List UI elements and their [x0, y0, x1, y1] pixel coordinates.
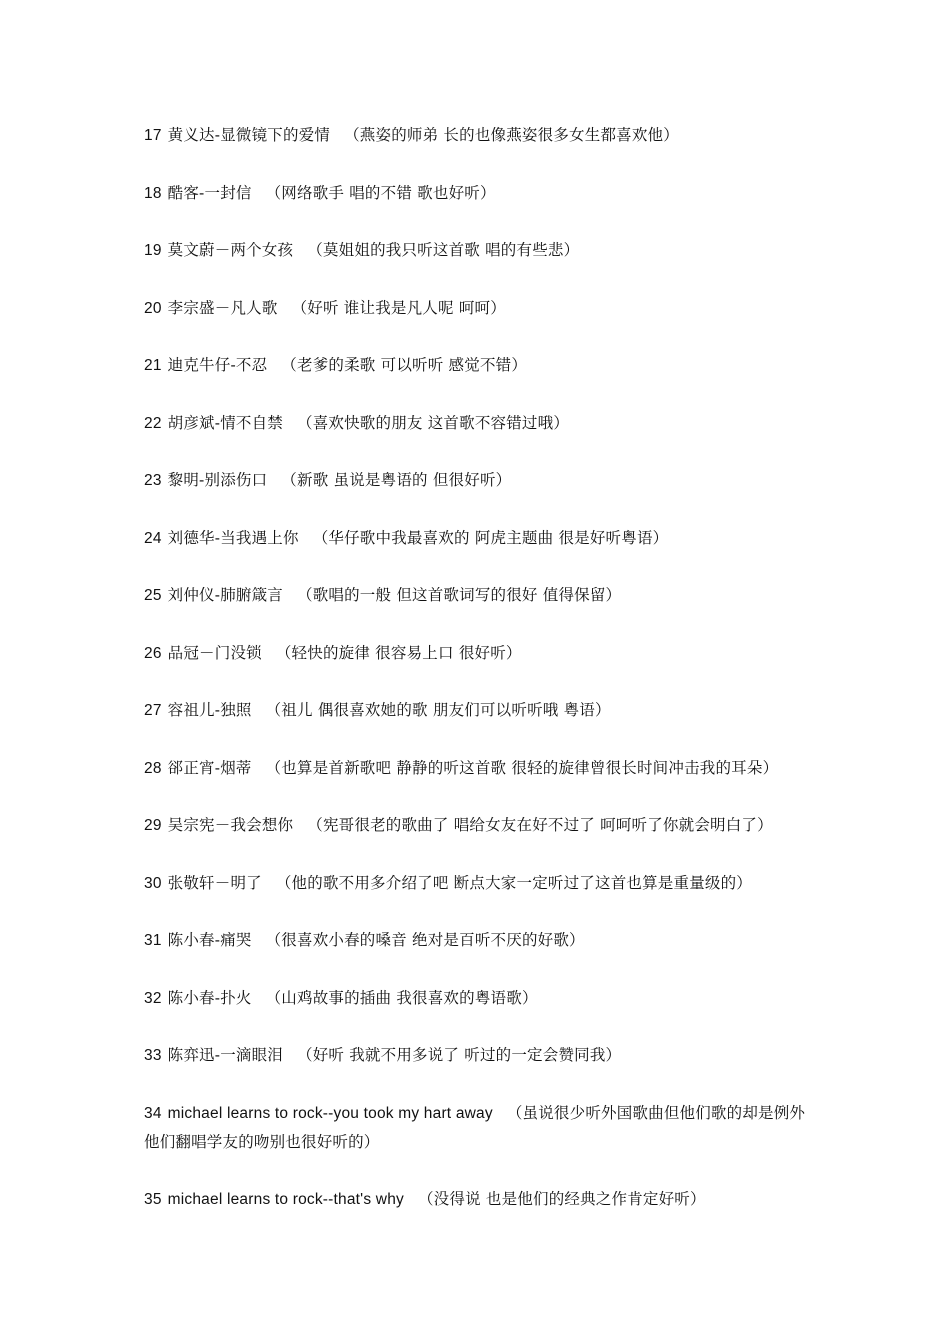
entry-number: 33	[144, 1047, 162, 1064]
entry-number: 30	[144, 874, 162, 892]
song-comment: （歌唱的一般 但这首歌词写的很好 值得保留）	[297, 586, 622, 604]
entry-number: 25	[144, 587, 162, 604]
entry-number: 18	[144, 184, 162, 202]
song-title: michael learns to rock--that's why	[167, 1191, 404, 1208]
song-title: 陈小春-痛哭	[167, 931, 252, 949]
song-comment: （新歌 虽说是粤语的 但很好听）	[281, 471, 512, 489]
song-comment: （祖儿 偶很喜欢她的歌 朋友们可以听听哦 粤语）	[265, 701, 611, 719]
list-item	[144, 696, 824, 725]
song-comment: （网络歌手 唱的不错 歌也好听）	[265, 183, 496, 202]
list-item	[144, 121, 824, 150]
song-list	[144, 121, 824, 1243]
list-item	[144, 351, 824, 380]
list-item	[144, 294, 824, 323]
song-comment: （喜欢快歌的朋友 这首歌不容错过哦）	[297, 413, 570, 432]
song-comment: （没得说 也是他们的经典之作肯定好听）	[417, 1190, 706, 1208]
song-comment: （山鸡故事的插曲 我很喜欢的粤语歌）	[265, 988, 538, 1007]
song-title: 张敬轩－明了	[167, 873, 262, 892]
list-item	[144, 179, 824, 208]
entry-number: 17	[144, 127, 162, 144]
song-comment: （也算是首新歌吧 静静的听这首歌 很轻的旋律曾很长时间冲击我的耳朵）	[265, 758, 779, 777]
list-item	[144, 409, 824, 438]
entry-number: 32	[144, 989, 162, 1007]
list-item	[144, 581, 824, 610]
song-title: 酷客-一封信	[167, 183, 252, 202]
entry-number: 34	[144, 1104, 162, 1122]
entry-number: 29	[144, 817, 162, 834]
song-comment: （莫姐姐的我只听这首歌 唱的有些悲）	[307, 241, 580, 259]
song-title: 品冠－门没锁	[167, 643, 262, 662]
list-item	[144, 236, 824, 265]
song-title: 刘德华-当我遇上你	[167, 528, 299, 547]
list-item	[144, 1185, 824, 1214]
entry-number: 26	[144, 644, 162, 662]
entry-number: 28	[144, 759, 162, 777]
list-item	[144, 639, 824, 668]
song-title: 吴宗宪－我会想你	[167, 816, 294, 834]
entry-number: 22	[144, 414, 162, 432]
song-title: 黎明-别添伤口	[167, 471, 268, 489]
list-item	[144, 1099, 824, 1157]
song-comment: （老爹的柔歌 可以听听 感觉不错）	[281, 356, 528, 374]
song-comment: （好听 我就不用多说了 听过的一定会赞同我）	[297, 1046, 622, 1064]
song-comment: （燕姿的师弟 长的也像燕姿很多女生都喜欢他）	[344, 126, 679, 144]
entry-number: 35	[144, 1191, 162, 1208]
list-item	[144, 984, 824, 1013]
list-item	[144, 466, 824, 495]
song-title: 迪克牛仔-不忍	[167, 356, 268, 374]
entry-number: 31	[144, 932, 162, 949]
song-comment: （宪哥很老的歌曲了 唱给女友在好不过了 呵呵听了你就会明白了）	[307, 816, 773, 834]
list-item	[144, 869, 824, 898]
entry-number: 24	[144, 529, 162, 547]
list-item	[144, 811, 824, 840]
song-title: 容祖儿-独照	[167, 701, 252, 719]
song-comment: （虽说很少听外国歌曲但他们歌的却是例外 他们翻唱学友的吻别也很好听的）	[144, 1103, 806, 1151]
song-title: 莫文蔚－两个女孩	[167, 241, 294, 259]
entry-number: 23	[144, 472, 162, 489]
list-item	[144, 754, 824, 783]
entry-number: 21	[144, 357, 162, 374]
song-title: 胡彦斌-情不自禁	[167, 413, 283, 432]
song-comment: （很喜欢小春的嗓音 绝对是百听不厌的好歌）	[265, 931, 585, 949]
song-title: 郤正宵-烟蒂	[167, 758, 252, 777]
song-comment: （他的歌不用多介绍了吧 断点大家一定听过了这首也算是重量级的）	[275, 873, 752, 892]
song-title: 黄义达-显微镜下的爱情	[167, 126, 331, 144]
song-comment: （好听 谁让我是凡人呢 呵呵）	[291, 298, 506, 317]
entry-number: 27	[144, 702, 162, 719]
list-item	[144, 1041, 824, 1070]
entry-number: 20	[144, 299, 162, 317]
list-item	[144, 926, 824, 955]
song-title: 李宗盛－凡人歌	[167, 298, 278, 317]
entry-number: 19	[144, 242, 162, 259]
song-title: 刘仲仪-肺腑箴言	[167, 586, 283, 604]
song-comment: （华仔歌中我最喜欢的 阿虎主题曲 很是好听粤语）	[312, 528, 669, 547]
song-title: 陈小春-扑火	[167, 988, 252, 1007]
song-title: 陈弈迅-一滴眼泪	[167, 1046, 283, 1064]
song-comment: （轻快的旋律 很容易上口 很好听）	[275, 643, 522, 662]
list-item	[144, 524, 824, 553]
song-title: michael learns to rock--you took my hart away	[167, 1104, 493, 1122]
